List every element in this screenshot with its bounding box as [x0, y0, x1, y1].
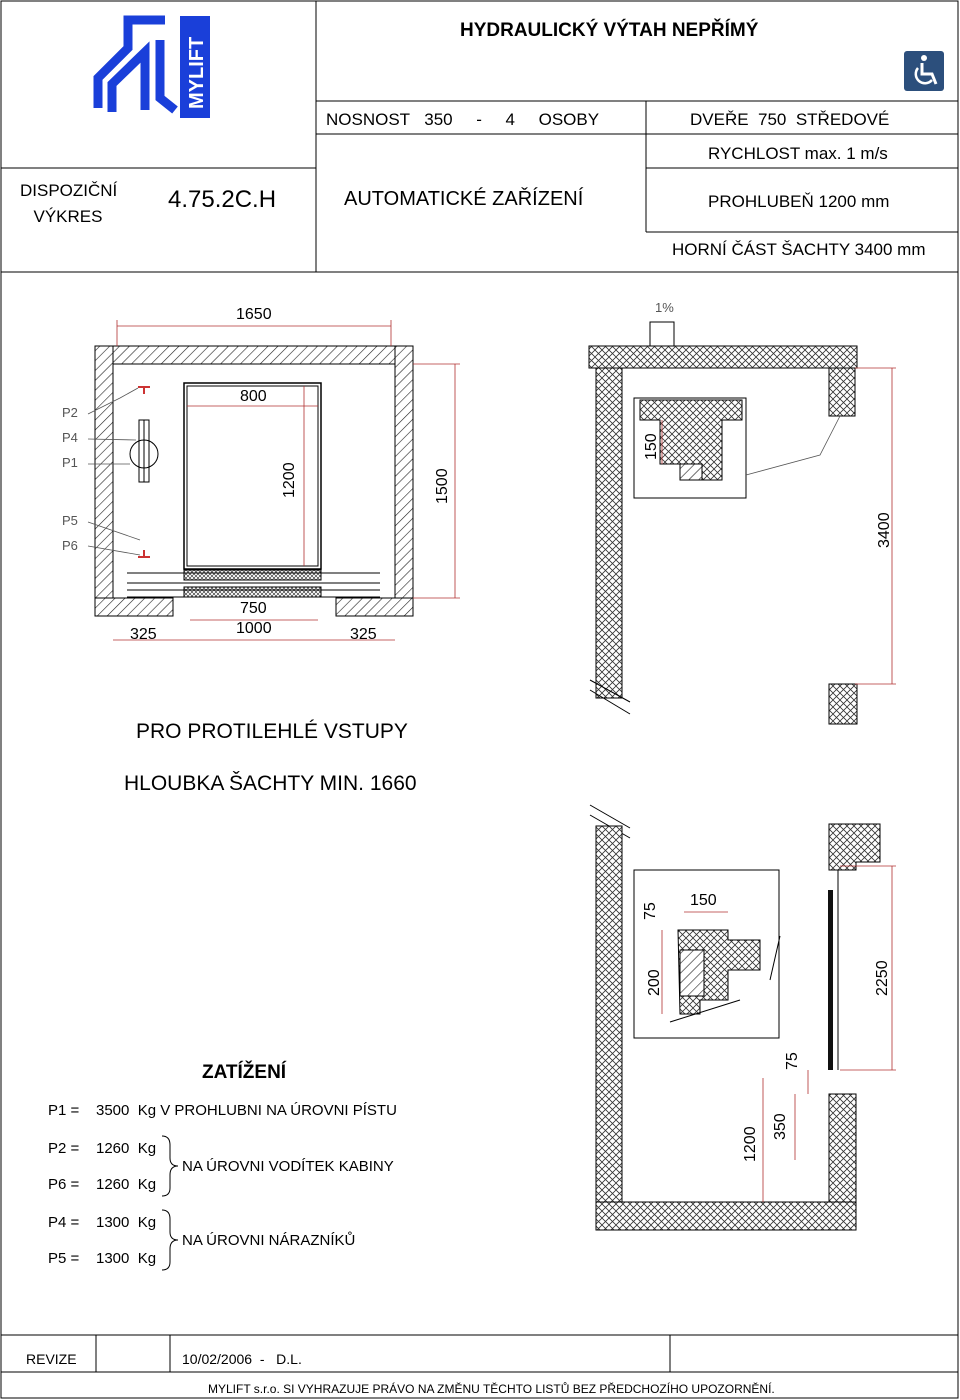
speed-spec: RYCHLOST max. 1 m/s — [708, 144, 888, 163]
document-title: HYDRAULICKÝ VÝTAH NEPŘÍMÝ — [460, 20, 759, 41]
load-p2-label: P2 = — [48, 1140, 80, 1157]
loads-title: ZATÍŽENÍ — [202, 1062, 287, 1083]
dim-door-frame: 1000 — [236, 620, 272, 637]
drawing-type — [20, 178, 116, 230]
dim-door-opening: 750 — [240, 600, 267, 617]
load-p1-label: P1 = — [48, 1102, 80, 1119]
note-opposite-entrances: PRO PROTILEHLÉ VSTUPY — [136, 720, 408, 743]
load-group-guides: NA ÚROVNI VODÍTEK KABINY — [182, 1158, 394, 1175]
load-p5-value: 1300 Kg — [96, 1250, 157, 1267]
wheelchair-icon — [904, 51, 944, 91]
load-p4-label: P4 = — [48, 1214, 80, 1231]
shaft-section-pit — [590, 805, 896, 1230]
capacity-dash: - — [476, 110, 482, 129]
point-p5: P5 — [62, 513, 78, 528]
control-type: AUTOMATICKÉ ZAŘÍZENÍ — [344, 188, 584, 210]
slope-label: 1% — [655, 300, 674, 315]
capacity-label — [326, 110, 599, 130]
shaft-section-top — [589, 322, 896, 724]
company-logo — [98, 20, 175, 112]
dim-sill-75: 75 — [784, 1052, 801, 1070]
load-p6-label: P6 = — [48, 1176, 80, 1193]
dim-car-width: 800 — [240, 388, 267, 405]
dim-detail-150: 150 — [690, 892, 717, 909]
dim-pit-depth: 1200 — [742, 1126, 759, 1162]
load-p2-value: 1260 Kg — [96, 1140, 157, 1157]
dim-side-right: 325 — [350, 626, 377, 643]
drawing-type-line2: VÝKRES — [33, 207, 103, 226]
load-group-buffers: NA ÚROVNI NÁRAZNÍKŮ — [182, 1232, 356, 1249]
dim-detail-200: 200 — [646, 969, 663, 996]
dim-detail-75: 75 — [642, 902, 659, 920]
dim-shaft-width: 1650 — [236, 306, 272, 323]
capacity-persons: 4 — [505, 110, 515, 129]
door-spec: DVEŘE 750 STŘEDOVÉ — [690, 110, 890, 129]
logo-text: MYLIFT — [186, 36, 208, 110]
revision-value: 10/02/2006 - D.L. — [182, 1351, 302, 1367]
dim-shaft-depth: 1500 — [434, 468, 451, 504]
pit-spec: PROHLUBEŇ 1200 mm — [708, 192, 890, 211]
capacity-label-text: NOSNOST — [326, 110, 411, 129]
revision-label: REVIZE — [26, 1351, 77, 1367]
dim-buffer: 350 — [772, 1113, 789, 1140]
load-braces — [162, 1136, 178, 1270]
headroom-spec: HORNÍ ČÁST ŠACHTY 3400 mm — [672, 240, 926, 259]
dim-top-detail: 150 — [643, 433, 660, 460]
dim-side-left: 325 — [130, 626, 157, 643]
shaft-plan — [88, 320, 460, 640]
capacity-kg: 350 — [424, 110, 453, 129]
dim-headroom: 3400 — [876, 512, 893, 548]
load-p6-value: 1260 Kg — [96, 1176, 157, 1193]
load-p4-value: 1300 Kg — [96, 1214, 157, 1231]
drawing-number: 4.75.2C.H — [168, 186, 277, 213]
dim-car-depth: 1200 — [281, 462, 298, 498]
point-p1: P1 — [62, 455, 78, 470]
drawing-type-line1: DISPOZIČNÍ — [20, 181, 118, 200]
point-p2: P2 — [62, 405, 78, 420]
load-p5-label: P5 = — [48, 1250, 80, 1267]
load-p1-value: 3500 Kg V PROHLUBNI NA ÚROVNI PÍSTU — [96, 1102, 397, 1119]
capacity-persons-label: OSOBY — [538, 110, 600, 129]
point-p4: P4 — [62, 430, 78, 445]
note-shaft-depth: HLOUBKA ŠACHTY MIN. 1660 — [124, 772, 417, 795]
point-p6: P6 — [62, 538, 78, 553]
dim-height-2250: 2250 — [874, 960, 891, 996]
copyright-notice: MYLIFT s.r.o. SI VYHRAZUJE PRÁVO NA ZMĚNU TĚCHTO LISTŮ BEZ PŘEDCHOZÍHO UPOZORNĚNÍ. — [208, 1382, 775, 1396]
